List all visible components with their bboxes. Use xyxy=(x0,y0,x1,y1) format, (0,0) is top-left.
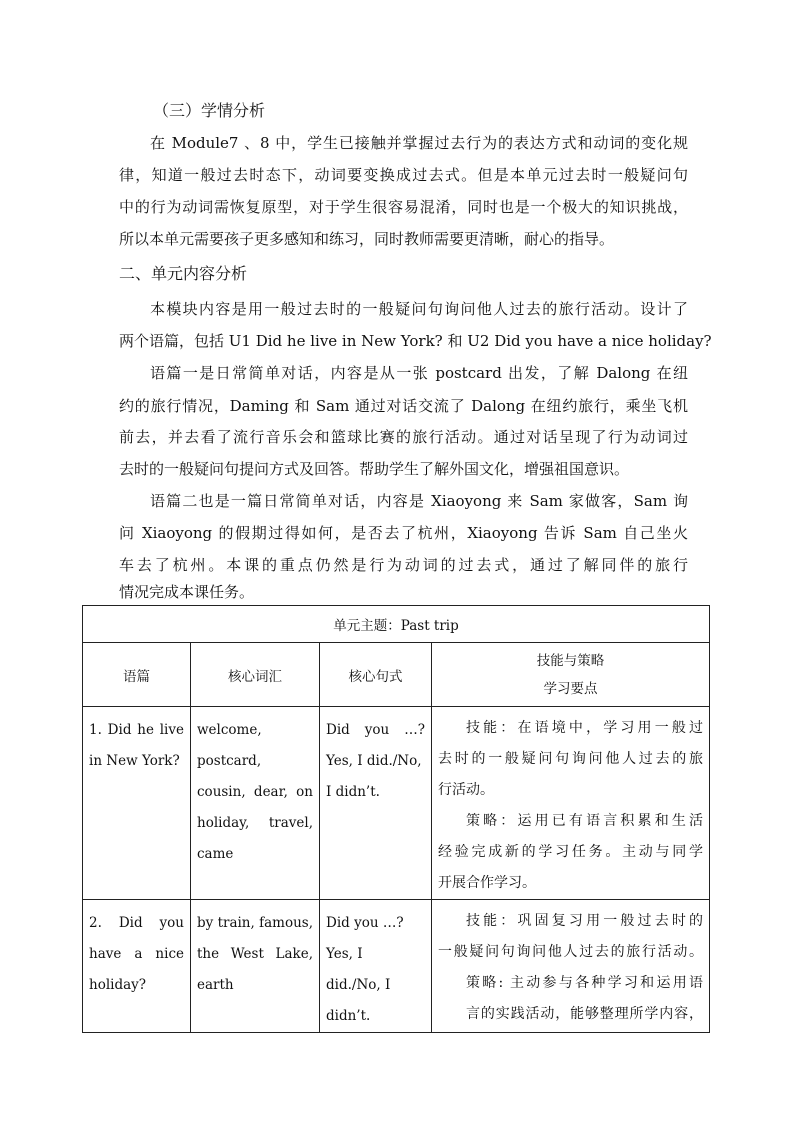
cell-line: I didn’t. xyxy=(326,784,380,800)
text-cell xyxy=(83,707,191,900)
text-cell xyxy=(83,900,191,1033)
paragraph-line: 中的行为动词需恢复原型，对于学生很容易混淆，同时也是一个极大的知识挑战， xyxy=(119,198,688,216)
paragraph-line: 问 Xiaoyong 的假期过得如何，是否去了杭州，Xiaoyong 告诉 Sam 自己坐火 xyxy=(119,524,688,542)
sentence-cell xyxy=(320,900,432,1033)
vocab-cell xyxy=(191,900,320,1033)
header-vocab: 核心词汇 xyxy=(191,643,320,707)
cell-line: 开展合作学习。 xyxy=(438,875,536,891)
vocab-cell xyxy=(191,707,320,900)
cell-line: holiday, travel, xyxy=(197,815,313,831)
sentence-cell xyxy=(320,707,432,900)
cell-line: 行活动。 xyxy=(438,782,494,798)
paragraph-line: 在 Module7 、8 中，学生已接触并掌握过去行为的表达方式和动词的变化规 xyxy=(150,134,688,152)
header-sentence: 核心句式 xyxy=(320,643,432,707)
cell-line: Yes, I did./No, xyxy=(326,753,422,769)
table-row xyxy=(83,900,710,1033)
cell-line: 1. Did he live xyxy=(89,722,184,738)
cell-line: came xyxy=(197,846,234,862)
paragraph-line: 所以本单元需要孩子更多感知和练习，同时教师需要更清晰，耐心的指导。 xyxy=(119,230,615,248)
paragraph-line: 前去，并去看了流行音乐会和篮球比赛的旅行活动。通过对话呈现了行为动词过 xyxy=(119,428,688,446)
cell-line: by train, famous, xyxy=(197,915,313,931)
paragraph-line: 车去了杭州。本课的重点仍然是行为动词的过去式，通过了解同伴的旅行 xyxy=(119,556,688,574)
cell-line: 经验完成新的学习任务。主动与同学 xyxy=(438,844,704,860)
cell-line: 策略: 主动参与各种学习和运用语 xyxy=(466,975,704,991)
header-skills-line: 技能与策略 xyxy=(536,652,605,669)
cell-line: didn’t. xyxy=(326,1008,371,1024)
skills-cell xyxy=(432,900,710,1033)
cell-line: 策略：运用已有语言积累和生活 xyxy=(466,813,704,829)
cell-line: 技能：巩固复习用一般过去时的 xyxy=(466,913,704,929)
paragraph-line: 语篇一是日常简单对话，内容是从一张 postcard 出发，了解 Dalong 在纽 xyxy=(150,364,688,382)
header-points-line: 学习要点 xyxy=(543,680,598,697)
unit-theme: 单元主题：Past trip xyxy=(333,618,459,634)
table-row xyxy=(83,707,710,900)
paragraph-line: 语篇二也是一篇日常简单对话，内容是 Xiaoyong 来 Sam 家做客，Sam 询 xyxy=(150,492,688,510)
cell-line: did./No, I xyxy=(326,977,391,993)
cell-line: in New York? xyxy=(89,753,180,769)
cell-line: earth xyxy=(197,977,234,993)
unit-theme-cell xyxy=(83,606,710,643)
cell-line: Did you …? xyxy=(326,722,425,738)
paragraph-line: 律，知道一般过去时态下，动词要变换成过去式。但是本单元过去时一般疑问句 xyxy=(119,166,688,184)
cell-line: holiday? xyxy=(89,977,147,993)
cell-line: have a nice xyxy=(89,946,184,962)
paragraph-line: 本模块内容是用一般过去时的一般疑问句询问他人过去的旅行活动。设计了 xyxy=(150,300,688,318)
skills-cell xyxy=(432,707,710,900)
cell-line: 技能：在语境中，学习用一般过 xyxy=(466,720,704,736)
cell-line: 一般疑问句询问他人过去的旅行活动。 xyxy=(438,944,704,960)
paragraph-line: 约的旅行情况，Daming 和 Sam 通过对话交流了 Dalong 在纽约旅行，乘坐飞机 xyxy=(119,397,688,415)
paragraph-line: 情况完成本课任务。 xyxy=(119,583,255,601)
cell-line: the West Lake, xyxy=(197,946,313,962)
cell-line: cousin, dear, on xyxy=(197,784,313,800)
section-heading-learner-analysis: （三）学情分析 xyxy=(153,101,266,120)
cell-line: 言的实践活动，能够整理所学内容， xyxy=(466,1006,704,1022)
section-heading-unit-content: 二、单元内容分析 xyxy=(119,264,248,283)
cell-line: Did you …? xyxy=(326,915,404,931)
paragraph-line: 两个语篇，包括 U1 Did he live in New York? 和 U2 Did you have a nice holiday? xyxy=(119,332,712,350)
cell-line: Yes, I xyxy=(326,946,363,962)
cell-line: 2. Did you xyxy=(89,915,184,931)
unit-analysis-table xyxy=(82,605,710,1033)
cell-line: 去时的一般疑问句询问他人过去的旅 xyxy=(438,751,704,767)
header-text: 语篇 xyxy=(83,643,191,707)
paragraph-line: 去时的一般疑问句提问方式及回答。帮助学生了解外国文化，增强祖国意识。 xyxy=(119,460,630,478)
header-skills xyxy=(432,643,710,707)
cell-line: postcard, xyxy=(197,753,262,769)
cell-line: welcome, xyxy=(197,722,262,738)
